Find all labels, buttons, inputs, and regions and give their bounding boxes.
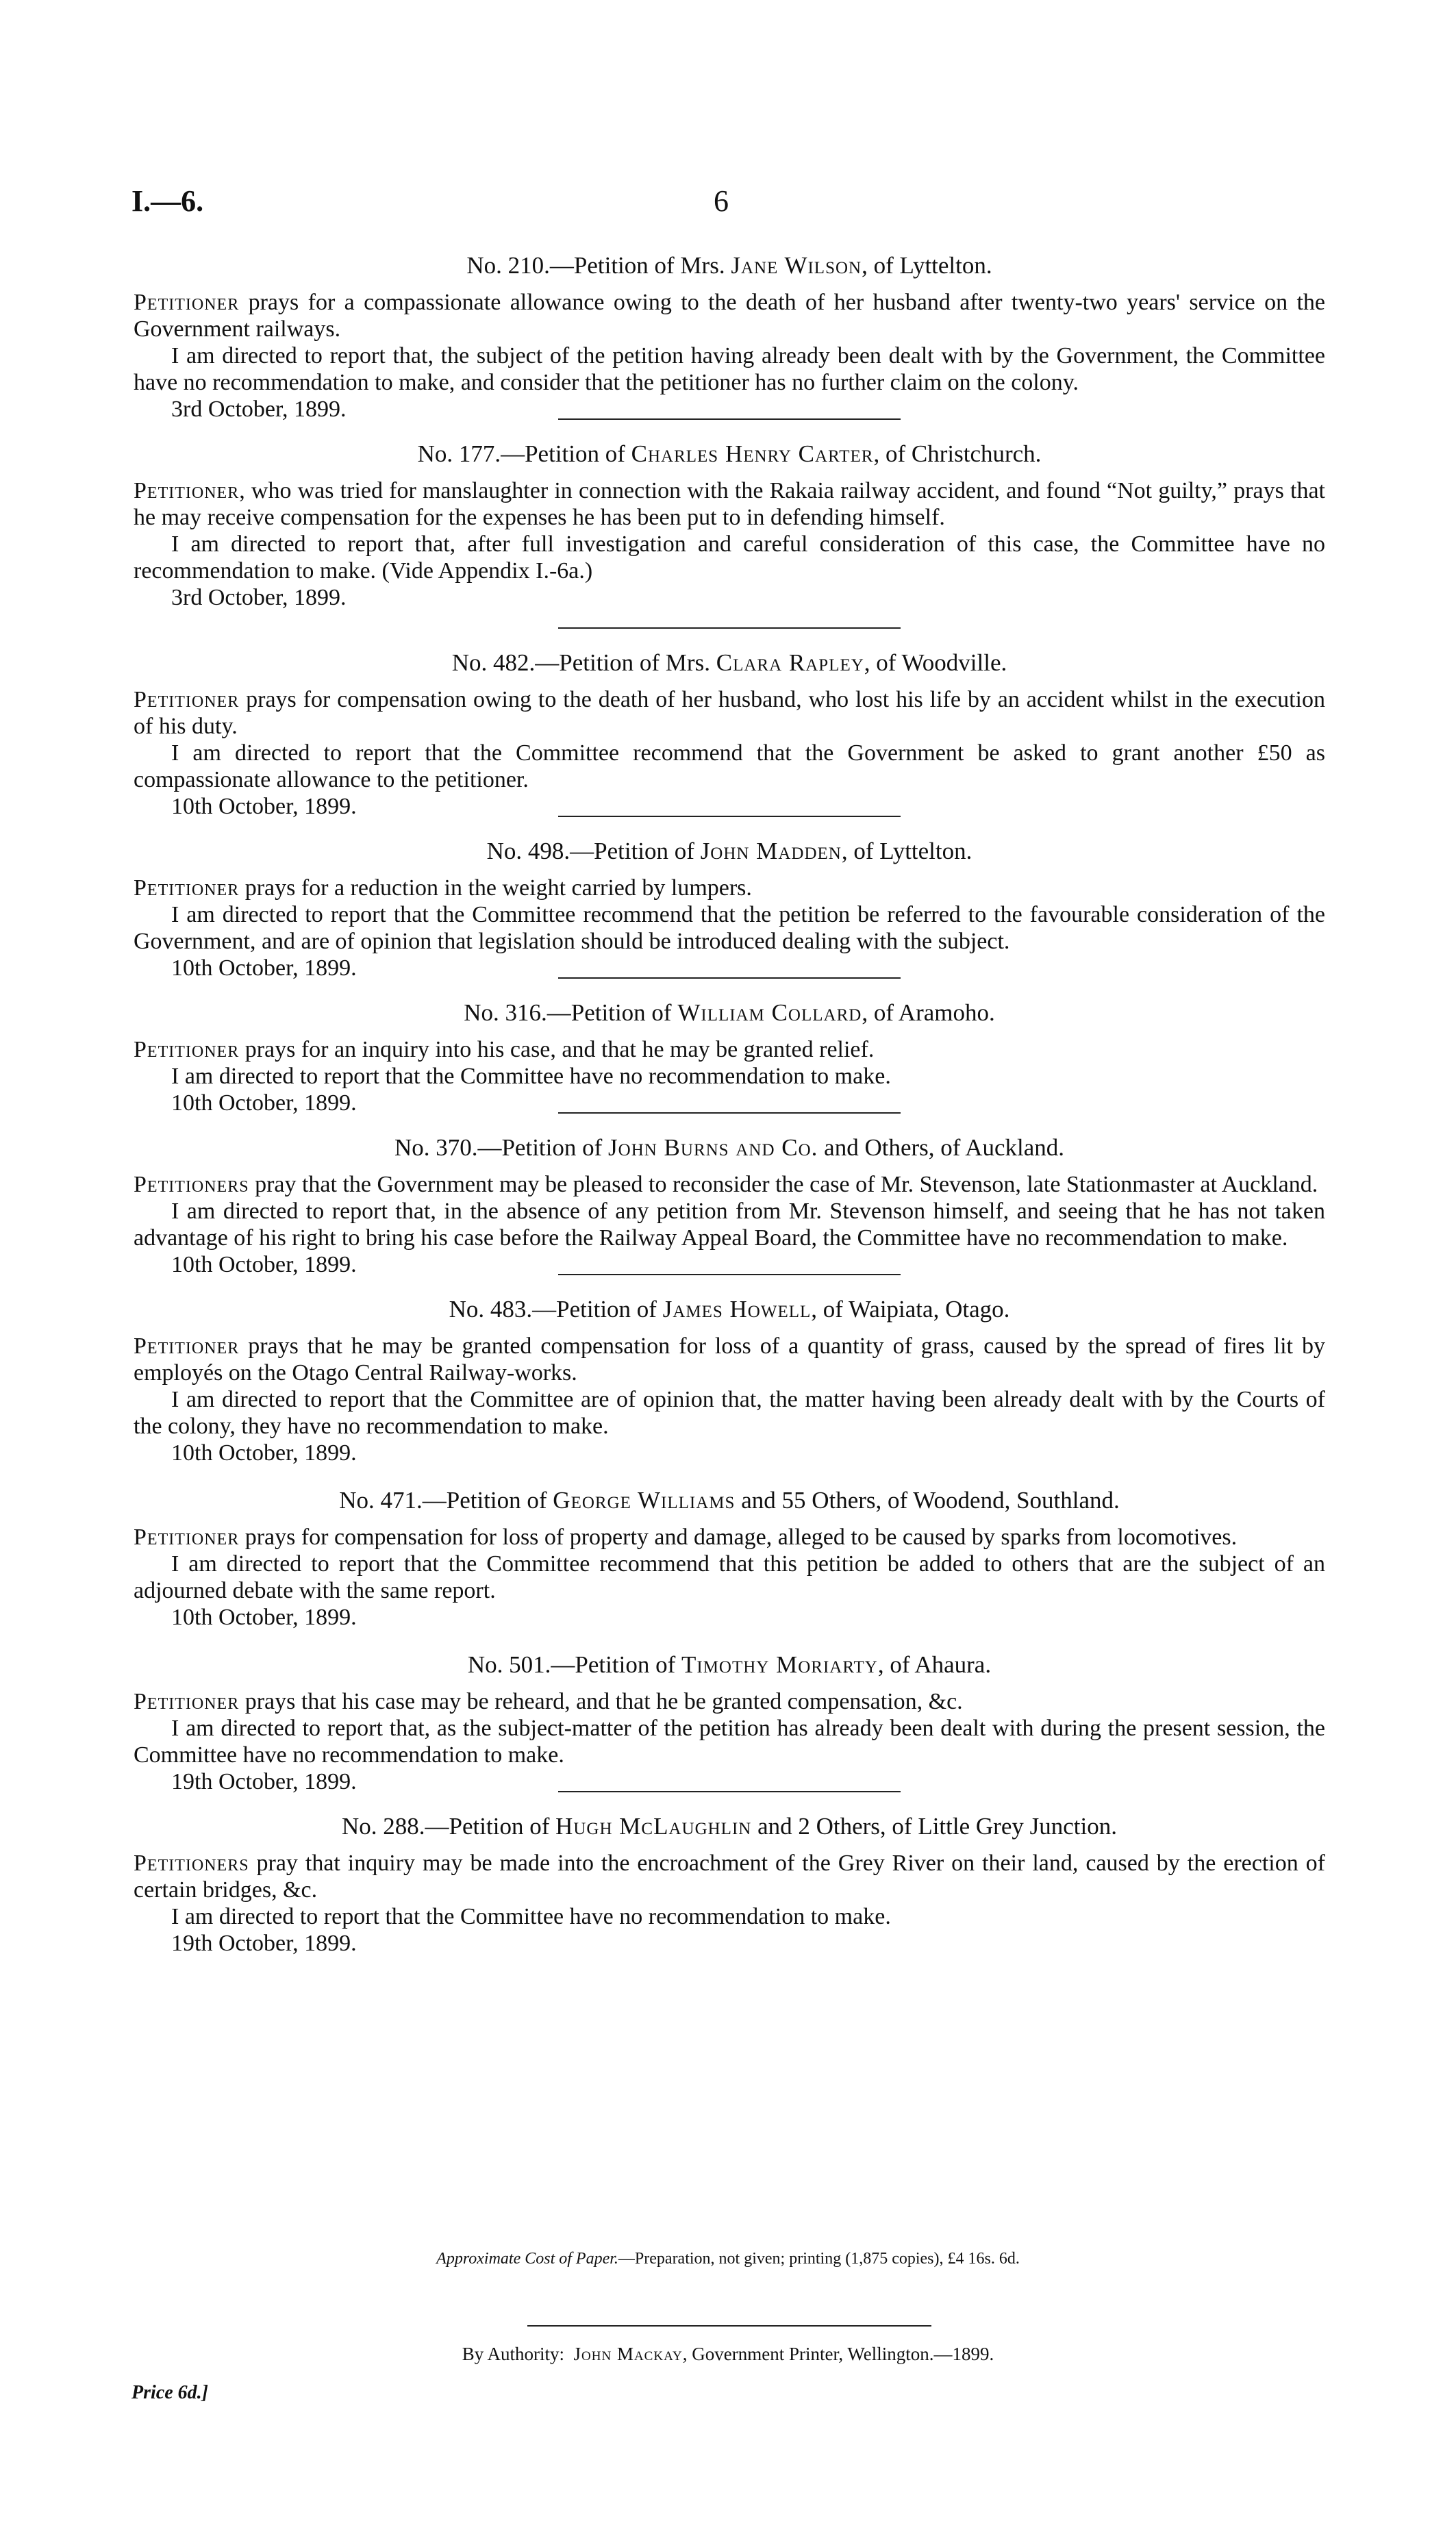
petition-prayer: Petitioner prays for a compassionate allowance owing to the death of her husband after twenty-two years' service on the Government railways. bbox=[134, 290, 1325, 342]
petition-entry bbox=[134, 440, 1325, 629]
petition-heading: No. 498.—Petition of John Madden, of Lyttelton. bbox=[486, 838, 972, 864]
petitioner-name: James Howell bbox=[662, 1296, 812, 1323]
report-date: 10th October, 1899. bbox=[171, 1605, 357, 1630]
report-date: 3rd October, 1899. bbox=[171, 585, 347, 610]
petition-heading: No. 288.—Petition of Hugh McLaughlin and 2 Others, of Little Grey Junction. bbox=[342, 1813, 1117, 1840]
report-date: 10th October, 1899. bbox=[171, 955, 357, 981]
petition-heading: No. 501.—Petition of Timothy Moriarty, of Ahaura. bbox=[467, 1651, 992, 1678]
report-date: 10th October, 1899. bbox=[171, 794, 357, 819]
footer-divider bbox=[527, 2325, 931, 2327]
committee-report: I am directed to report that the Committee recommend that the Government be asked to grant another £50 as compassionate allowance to the petitioner. bbox=[134, 740, 1325, 792]
printer-authority: By Authority: John Mackay, Government Printer, Wellington.—1899. bbox=[462, 2344, 994, 2364]
petitioner-name: John Burns and Co. bbox=[608, 1134, 818, 1161]
petition-entry bbox=[134, 252, 1325, 420]
petition-prayer: Petitioners pray that the Government may be pleased to reconsider the case of Mr. Stevenson, late Stationmaster at Auckland. bbox=[134, 1172, 1318, 1197]
petitioner-name: Hugh McLaughlin bbox=[555, 1813, 752, 1840]
committee-report: I am directed to report that the Committee recommend that this petition be added to others that are the subject of an adjourned debate with the same report. bbox=[134, 1551, 1325, 1603]
report-date: 10th October, 1899. bbox=[171, 1440, 357, 1466]
report-date: 19th October, 1899. bbox=[171, 1931, 357, 1956]
petition-entry bbox=[134, 1296, 1325, 1466]
petition-entry bbox=[134, 1134, 1325, 1275]
petition-entry bbox=[134, 1813, 1325, 1957]
report-date: 10th October, 1899. bbox=[171, 1090, 357, 1116]
petitioner-name: Charles Henry Carter bbox=[631, 440, 874, 467]
petition-prayer: Petitioner, who was tried for manslaughter in connection with the Rakaia railway accident, and found “Not guilty,” prays that he may receive compensation for the expenses he has been put to in defending himself. bbox=[134, 478, 1325, 530]
petitioner-name: John Madden bbox=[700, 838, 842, 864]
committee-report: I am directed to report that the Committee recommend that the petition be referred to the favourable consideration of the Government, and are of opinion that legislation should be introduced dealing with the subject. bbox=[134, 902, 1325, 954]
report-date: 3rd October, 1899. bbox=[171, 397, 347, 422]
petitioner-name: Timothy Moriarty bbox=[681, 1651, 878, 1678]
petition-entry bbox=[134, 1487, 1325, 1631]
petition-heading: No. 471.—Petition of George Williams and 55 Others, of Woodend, Southland. bbox=[339, 1487, 1120, 1514]
petition-entry bbox=[134, 999, 1325, 1114]
petition-heading: No. 177.—Petition of Charles Henry Carter, of Christchurch. bbox=[417, 440, 1042, 467]
petition-prayer: Petitioner prays that he may be granted compensation for loss of a quantity of grass, caused by the spread of fires lit by employés on the Otago Central Railway-works. bbox=[134, 1333, 1325, 1386]
page-number: 6 bbox=[714, 184, 729, 218]
committee-report: I am directed to report that the Committee are of opinion that, the matter having been already dealt with by the Courts of the colony, they have no recommendation to make. bbox=[134, 1387, 1325, 1439]
petition-prayer: Petitioners pray that inquiry may be made into the encroachment of the Grey River on their land, caused by the erection of certain bridges, &c. bbox=[134, 1851, 1325, 1903]
petition-entry bbox=[134, 1651, 1325, 1792]
petition-prayer: Petitioner prays for an inquiry into his case, and that he may be granted relief. bbox=[134, 1037, 875, 1062]
petition-heading: No. 483.—Petition of James Howell, of Waipiata, Otago. bbox=[449, 1296, 1010, 1323]
petition-prayer: Petitioner prays that his case may be reheard, and that he be granted compensation, &c. bbox=[134, 1689, 963, 1714]
petitioner-name: Jane Wilson bbox=[731, 252, 862, 279]
petition-heading: No. 316.—Petition of William Collard, of Aramoho. bbox=[464, 999, 995, 1026]
petitions-list bbox=[134, 252, 1325, 1957]
committee-report: I am directed to report that, in the absence of any petition from Mr. Stevenson himself, and seeing that he has not taken advantage of his right to bring his case before the Railway Appeal Board, the Committee have no recommendation to make. bbox=[134, 1199, 1325, 1251]
document-reference: I.—6. bbox=[131, 184, 204, 218]
petition-prayer: Petitioner prays for a reduction in the weight carried by lumpers. bbox=[134, 875, 752, 901]
petitioner-name: George Williams bbox=[553, 1487, 736, 1514]
committee-report: I am directed to report that, the subject of the petition having already been dealt with by the Government, the Committee have no recommendation to make, and consider that the petitioner has no further claim on the colony. bbox=[134, 343, 1325, 395]
petition-heading: No. 482.—Petition of Mrs. Clara Rapley, of Woodville. bbox=[451, 649, 1007, 676]
petition-prayer: Petitioner prays for compensation for loss of property and damage, alleged to be caused by sparks from locomotives. bbox=[134, 1525, 1238, 1550]
committee-report: I am directed to report that the Committee have no recommendation to make. bbox=[171, 1904, 891, 1929]
report-date: 19th October, 1899. bbox=[171, 1769, 357, 1794]
petition-entry bbox=[134, 838, 1325, 979]
committee-report: I am directed to report that, as the subject-matter of the petition has already been dealt with during the present session, the Committee have no recommendation to make. bbox=[134, 1716, 1325, 1768]
committee-report: I am directed to report that, after full investigation and careful consideration of this case, the Committee have no recommendation to make. (Vide Appendix I.-6a.) bbox=[134, 531, 1325, 584]
report-date: 10th October, 1899. bbox=[171, 1252, 357, 1277]
petition-entry bbox=[134, 649, 1325, 817]
committee-report: I am directed to report that the Committee have no recommendation to make. bbox=[171, 1064, 891, 1089]
price-label: Price 6d.] bbox=[131, 2382, 208, 2403]
petitioner-name: Clara Rapley bbox=[716, 649, 864, 676]
cost-of-paper-note: Approximate Cost of Paper.—Preparation, not given; printing (1,875 copies), £4 16s. 6d. bbox=[436, 2250, 1020, 2268]
petition-heading: No. 210.—Petition of Mrs. Jane Wilson, of Lyttelton. bbox=[466, 252, 992, 279]
petition-prayer: Petitioner prays for compensation owing to the death of her husband, who lost his life by an accident whilst in the execution of his duty. bbox=[134, 687, 1325, 739]
petition-heading: No. 370.—Petition of John Burns and Co. and Others, of Auckland. bbox=[394, 1134, 1065, 1161]
petitioner-name: William Collard bbox=[677, 999, 862, 1026]
